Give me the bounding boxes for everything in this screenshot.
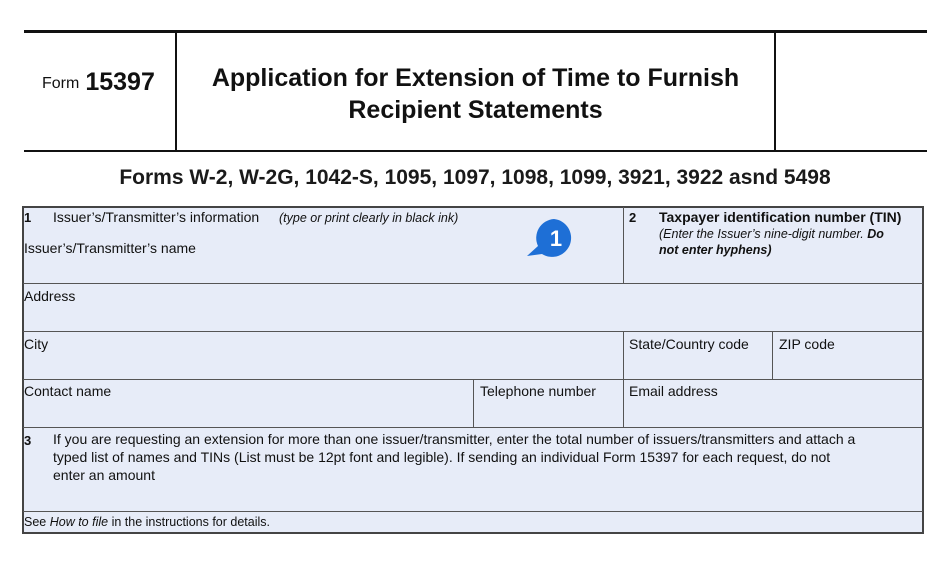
form-number-label: [42, 68, 155, 97]
col-divider-tin: [623, 207, 624, 283]
footer-how-to-file: How to file: [49, 515, 109, 529]
callout-badge-icon: [526, 217, 576, 259]
address-field[interactable]: Address: [24, 288, 76, 304]
line3-text-1: If you are requesting an extension for more than one issuer/transmitter, enter the total number of issuers/transmitters and attach a: [53, 431, 856, 447]
row-divider-1: [23, 283, 923, 284]
footer-see: See: [24, 515, 47, 529]
line3-text-3: enter an amount: [53, 467, 155, 483]
line1-number: 1: [24, 210, 32, 225]
instructions-note: [24, 515, 270, 529]
header-bottom-rule: [24, 150, 927, 152]
line1-note: (type or print clearly in black ink): [279, 211, 459, 225]
col-divider-state-email: [623, 331, 624, 427]
form-title-line1: Application for Extension of Time to Furnish: [211, 64, 740, 92]
tin-note-line2: not enter hyphens): [659, 243, 772, 257]
tin-label: Taxpayer identification number (TIN): [659, 209, 902, 225]
issuer-name-field[interactable]: Issuer’s/Transmitter’s name: [24, 240, 196, 256]
line3-text-2: typed list of names and TINs (List must be 12pt font and legible). If sending an individual Form 15397 for each request, do not: [53, 449, 831, 465]
email-address-field[interactable]: Email address: [629, 383, 718, 399]
callout-badge-number: 1: [549, 226, 563, 251]
city-field[interactable]: City: [24, 336, 49, 352]
state-country-code-field[interactable]: State/Country code: [629, 336, 749, 352]
zip-code-field[interactable]: ZIP code: [779, 336, 835, 352]
telephone-number-field[interactable]: Telephone number: [480, 383, 596, 399]
form-number: 15397: [85, 68, 155, 96]
line1-label: Issuer’s/Transmitter’s information: [53, 209, 260, 225]
row-divider-4: [23, 427, 923, 428]
forms-subtitle: Forms W-2, W-2G, 1042-S, 1095, 1097, 1098, 1099, 3921, 3922 asnd 5498: [119, 166, 831, 189]
tin-note-a: (Enter the Issuer’s nine-digit number.: [659, 227, 864, 241]
row-divider-5: [23, 511, 923, 512]
form-title-line2: Recipient Statements: [348, 96, 603, 124]
header-divider-right: [774, 33, 776, 150]
form-title: [177, 62, 774, 126]
form-word: Form: [42, 75, 80, 92]
line3-number: 3: [24, 433, 32, 448]
col-divider-zip: [772, 331, 773, 379]
tin-note-b: Do: [867, 227, 884, 241]
header-top-rule: [24, 30, 927, 33]
line2-number: 2: [629, 210, 637, 225]
row-divider-2: [23, 331, 923, 332]
footer-rest: in the instructions for details.: [111, 515, 270, 529]
contact-name-field[interactable]: Contact name: [24, 383, 112, 399]
col-divider-telephone: [473, 379, 474, 427]
tin-note-line1: [659, 227, 884, 241]
